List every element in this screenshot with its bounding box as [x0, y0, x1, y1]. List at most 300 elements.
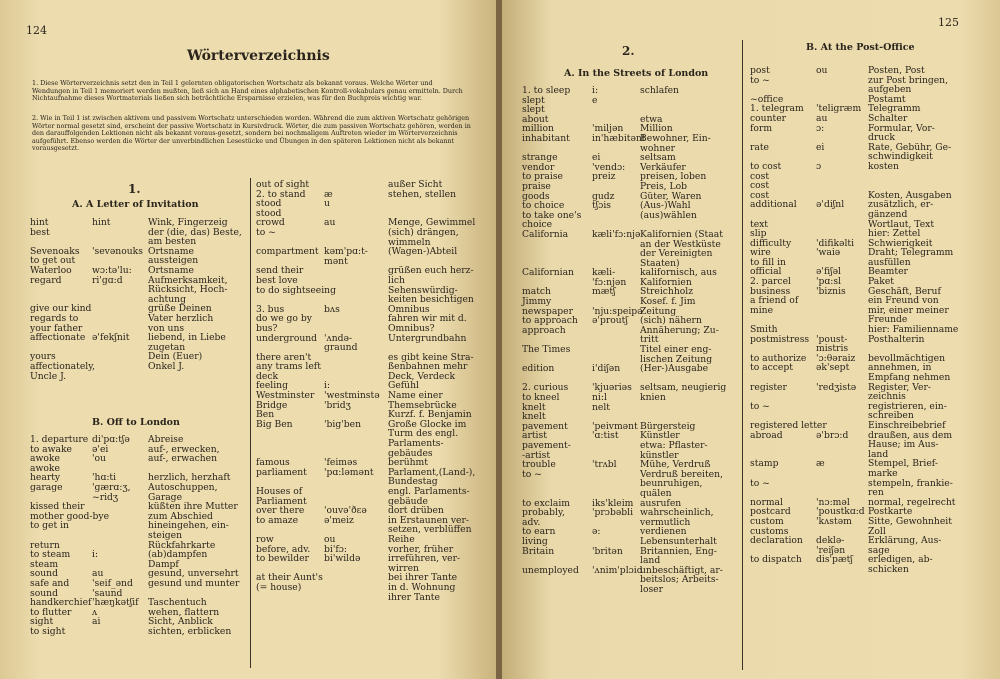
vocab-word: 1. departure: [30, 434, 89, 445]
vocab-word: form: [750, 122, 773, 134]
vocab-meaning: wehen, flattern: [148, 606, 220, 618]
vocab-pronunciation: ni:l: [592, 392, 607, 403]
vocab-row: [522, 422, 744, 432]
vocab-word: edition: [522, 363, 555, 375]
vocab-meaning: schlafen: [640, 85, 679, 96]
vocab-meaning: Posten, Post: [868, 65, 925, 76]
vocab-meaning: (sich) drängen,: [388, 226, 459, 238]
vocab-meaning: achtung: [148, 293, 186, 305]
vocab-word: to take one's: [522, 209, 582, 221]
vocab-meaning: mir, einer meiner: [868, 304, 949, 316]
vocab-pronunciation: 'biznis: [816, 285, 846, 297]
vocab-meaning: draußen, aus dem: [868, 429, 953, 441]
vocab-row: [30, 228, 248, 238]
vocab-word: 2. to stand: [256, 188, 306, 200]
vocab-pronunciation: ʌ: [92, 606, 98, 618]
vocab-pronunciation: ə'fiʃəl: [816, 266, 841, 278]
vocab-word: return: [30, 539, 60, 551]
vocab-word: 1. telegram: [750, 103, 804, 115]
vocab-word: choice: [522, 219, 553, 231]
vocab-meaning: in d. Wohnung: [388, 581, 456, 593]
vocab-word: parliament: [256, 466, 307, 478]
vocab-word: declaration: [750, 535, 803, 547]
vocab-row: [522, 393, 744, 403]
vocab-pronunciation: 'hæŋkətʃif: [92, 597, 139, 609]
vocab-meaning: gebäudes: [388, 447, 433, 459]
vocab-pronunciation: ɔ:: [816, 122, 825, 134]
vocab-pronunciation: 'miljən: [592, 123, 624, 135]
vocab-pronunciation: tʃɔis: [592, 200, 611, 212]
vocab-meaning: Güter, Waren: [640, 190, 702, 202]
vocab-word: your father: [30, 322, 83, 334]
vocab-meaning: seltsam: [640, 152, 676, 164]
vocab-meaning: Empfang nehmen: [868, 372, 951, 383]
vocab-meaning: druck: [868, 132, 895, 144]
vocab-meaning: Erklärung, Aus-: [868, 535, 942, 547]
vocab-row: [256, 372, 492, 382]
vocab-word: hearty: [30, 472, 61, 484]
vocab-meaning: Reihe: [388, 533, 415, 545]
vocab-word: newspaper: [522, 305, 574, 317]
vocab-pronunciation: ə'diʃnl: [816, 199, 845, 211]
column-divider: [742, 40, 743, 670]
vocab-word: Parliament: [256, 495, 307, 507]
vocab-word: famous: [256, 457, 290, 469]
vocab-pronunciation: 'pɑ:ləmənt: [324, 466, 374, 478]
vocab-meaning: Kalifornien (Staat: [640, 228, 723, 240]
vocab-word: normal: [750, 496, 783, 508]
vocab-meaning: annehmen, in: [868, 362, 932, 374]
vocab-meaning: registrieren, ein-: [868, 400, 947, 412]
vocab-meaning: zur Post bringen,: [868, 74, 949, 86]
vocab-meaning: gesund, unversehrt: [148, 568, 239, 580]
vocab-meaning: Zoll: [868, 525, 886, 537]
vocab-meaning: Titel einer eng-: [640, 344, 712, 356]
vocab-meaning: ein Freund von: [868, 295, 939, 307]
vocab-row: [30, 521, 248, 531]
vocab-pronunciation: 'kjuəriəs: [592, 382, 632, 394]
vocab-meaning: Kalifornien: [640, 276, 692, 288]
vocab-word: adv.: [522, 516, 541, 528]
vocab-word: slip: [750, 228, 767, 240]
vocab-meaning: etwa: Pflaster-: [640, 439, 708, 451]
vocab-word: artist: [522, 430, 547, 442]
vocab-meaning: Staaten): [640, 257, 680, 269]
vocab-word: compartment: [256, 246, 319, 258]
vocab-word: Ben: [256, 409, 275, 421]
vocab-pronunciation: 'bridʒ: [324, 399, 351, 411]
vocab-word: stood: [256, 198, 282, 210]
vocab-row: [522, 547, 744, 557]
vocab-meaning: grüße Deinen: [148, 303, 212, 315]
vocab-word: do we go by: [256, 313, 312, 325]
vocab-pronunciation: ə'ei: [92, 443, 109, 455]
vocab-list-a: [30, 218, 248, 381]
vocab-word: rate: [750, 141, 769, 153]
vocab-word: goods: [522, 190, 550, 202]
vocab-meaning: berühmt: [388, 457, 428, 469]
vocab-meaning: Autoschuppen,: [148, 481, 218, 493]
vocab-meaning: gänzend: [868, 208, 908, 220]
vocab-word: (= house): [256, 581, 302, 593]
vocab-pronunciation: graund: [324, 342, 358, 354]
vocab-meaning: schwindigkeit: [868, 151, 933, 163]
vocab-pronunciation: kəm'pɑ:t-: [324, 246, 368, 258]
vocab-word: postcard: [750, 506, 791, 518]
vocab-meaning: Stempel, Brief-: [868, 458, 938, 470]
vocab-meaning: Formular, Vor-: [868, 122, 935, 134]
vocab-list-c: [256, 180, 492, 602]
vocab-row: [522, 479, 744, 489]
vocab-pronunciation: 'waiə: [816, 247, 841, 259]
vocab-word: to kneel: [522, 392, 560, 403]
vocab-meaning: an der Westküste: [640, 238, 721, 250]
vocab-meaning: Omnibus?: [388, 322, 435, 334]
vocab-meaning: Schwierigkeit: [868, 237, 933, 249]
vocab-meaning: Streichholz: [640, 286, 694, 298]
vocab-word: difficulty: [750, 237, 792, 249]
vocab-word: vendor: [522, 161, 555, 173]
vocab-meaning: ren: [868, 487, 884, 499]
vocab-row: [30, 285, 248, 295]
vocab-word: to sight: [30, 625, 66, 637]
vocab-row: [522, 470, 744, 480]
vocab-meaning: unbeschäftigt, ar-: [640, 564, 723, 576]
vocab-meaning: Sicht, Anblick: [148, 616, 213, 628]
vocab-meaning: Verdruß bereiten,: [640, 468, 723, 480]
vocab-meaning: Vater herzlich: [148, 312, 214, 324]
vocab-meaning: zugetan: [148, 341, 186, 353]
vocab-meaning: ihrer Tante: [388, 591, 440, 603]
vocab-word: sight: [30, 616, 54, 628]
vocab-meaning: gesund und munter: [148, 577, 240, 589]
vocab-meaning: land: [640, 555, 661, 567]
note-1: 1. Diese Wörterverzeichnis setzt den in Teil 1 gelernten obligatorischen Wortschatz als bekannt voraus. Welche Wörter und Wendungen in Teil 1 memoriert werden mußten, ließ sich an Hand eines alphabetischen Kontroll-vokabulars genau ermitteln. Durch Nichtaufnahme dieses Wortmaterials ließen sich beträchtliche Ersparnisse erzielen, was für den Buchpreis wichtig war.: [32, 79, 463, 103]
vocab-pronunciation: 'sevənouks: [92, 245, 143, 257]
vocab-meaning: zeichnis: [868, 391, 906, 403]
vocab-pronunciation: 'fɔ:njən: [592, 276, 627, 288]
lesson-number-2: 2.: [622, 44, 635, 58]
vocab-row: [522, 86, 744, 96]
vocab-row: [256, 449, 492, 459]
vocab-meaning: Wortlaut, Text: [868, 218, 935, 230]
vocab-word: abroad: [750, 429, 783, 441]
vocab-word: row: [256, 533, 274, 545]
vocab-meaning: hier: Familienname: [868, 324, 959, 336]
vocab-meaning: Taschentuch: [148, 597, 207, 609]
vocab-meaning: Paket: [868, 276, 894, 288]
vocab-meaning: lich: [388, 274, 405, 286]
vocab-row: [522, 249, 744, 259]
vocab-meaning: Dein (Euer): [148, 351, 203, 363]
vocab-meaning: Sehenswürdig-: [388, 284, 458, 296]
vocab-word: yours: [30, 351, 56, 363]
vocab-word: to ~: [750, 74, 770, 86]
vocab-word: cost: [750, 189, 770, 201]
right-page: [502, 0, 1000, 679]
vocab-meaning: Bundestag: [388, 476, 438, 488]
vocab-meaning: (aus)wählen: [640, 209, 697, 221]
vocab-pronunciation: ri'gɑ:d: [92, 274, 123, 286]
vocab-pronunciation: 'prɔbəbli: [592, 507, 634, 519]
vocab-word: Big Ben: [256, 418, 293, 430]
vocab-meaning: Untergrundbahn: [388, 332, 467, 344]
page-number-right: 125: [938, 16, 959, 29]
vocab-pronunciation: 'trʌbl: [592, 459, 617, 471]
vocab-meaning: preisen, loben: [640, 171, 707, 183]
vocab-row: [522, 268, 744, 278]
vocab-meaning: Schalter: [868, 112, 908, 124]
vocab-word: bus?: [256, 322, 278, 334]
vocab-pronunciation: di'pɑ:tʃə: [92, 434, 130, 445]
vocab-meaning: Hause; im Aus-: [868, 439, 939, 451]
vocab-meaning: schreiben: [868, 410, 914, 422]
vocab-meaning: herzlich, herzhaft: [148, 472, 231, 484]
section-heading-a: A. In the Streets of London: [564, 68, 709, 79]
vocab-meaning: keiten besichtigen: [388, 294, 474, 306]
vocab-word: pavement: [522, 420, 568, 432]
vocab-meaning: Einschreibebrief: [868, 419, 946, 431]
vocab-row: [522, 326, 744, 336]
vocab-pronunciation: dis'pætʃ: [816, 554, 853, 566]
vocab-meaning: Million: [640, 123, 673, 135]
note-2: 2. Wie in Teil 1 ist zwischen aktivem und passivem Wortschatz unterschieden worden. Während die zum aktiven Wortschatz gehörigen Wörter normal gesetzt sind, erscheint der passive Wortschatz in Kursivdruck. Wörter, die zum passiven Wortschatz gehören, werden in den darauffolgenden Lektionen nicht als bekannt voraus-gesetzt, sondern bei nochmaligem Auftreten wieder im Wörterverzeichnis aufgeführt. Ebenso werden die Wörter der unverbindlichen Lesestücke und Übungen in den späteren Lektionen nicht als bekannt vorausgesetzt.: [32, 114, 471, 153]
vocab-word: to get out: [30, 255, 76, 267]
vocab-pronunciation: wɔ:tə'lu:: [92, 264, 132, 276]
vocab-meaning: Turm des engl.: [388, 428, 459, 440]
vocab-pronunciation: 'redʒistə: [816, 381, 857, 393]
vocab-meaning: wimmeln: [388, 236, 431, 248]
vocab-pronunciation: 'westminstə: [324, 390, 380, 402]
vocab-row: [522, 585, 744, 595]
vocab-meaning: dort drüben: [388, 505, 444, 517]
vocab-word: million: [522, 123, 554, 135]
vocab-word: 1. to sleep: [522, 85, 571, 96]
vocab-meaning: marke: [868, 467, 898, 479]
vocab-row: [30, 627, 248, 637]
vocab-meaning: Register, Ver-: [868, 381, 931, 393]
vocab-word: cost: [750, 170, 770, 182]
vocab-meaning: Garage: [148, 491, 183, 503]
vocab-word: Uncle J.: [30, 370, 66, 382]
vocab-meaning: Ortsname: [148, 245, 194, 257]
vocab-row: [522, 134, 744, 144]
vocab-word: kissed their: [30, 501, 85, 513]
vocab-meaning: Kosef. f. Jim: [640, 296, 696, 308]
vocab-pronunciation: 'teligræm: [816, 103, 862, 115]
vocab-row: [30, 343, 248, 353]
vocab-word: sound: [30, 568, 58, 580]
vocab-meaning: verdienen: [640, 526, 687, 538]
vocab-word: Californian: [522, 267, 574, 279]
vocab-meaning: hier: Zettel: [868, 228, 921, 240]
vocab-list-b: [750, 66, 996, 574]
vocab-word: safe and: [30, 577, 70, 589]
vocab-row: [522, 172, 744, 182]
vocab-meaning: der (die, das) Beste,: [148, 226, 242, 238]
vocab-meaning: beunruhigen,: [640, 478, 703, 490]
vocab-meaning: hineingehen, ein-: [148, 520, 229, 532]
vocab-meaning: Gefühl: [388, 380, 419, 392]
vocab-pronunciation: 'difikəlti: [816, 237, 855, 249]
vocab-meaning: quälen: [640, 487, 672, 499]
vocab-meaning: Telegramm: [868, 103, 921, 115]
vocab-pronunciation: kæli'fɔ:njə: [592, 228, 641, 240]
vocab-row: [522, 211, 744, 221]
vocab-row: [256, 190, 492, 200]
vocab-word: The Times: [522, 344, 571, 356]
vocab-list-b: [30, 435, 248, 636]
vocab-word: probably,: [522, 507, 565, 519]
vocab-pronunciation: ou: [816, 65, 828, 76]
vocab-meaning: wirren: [388, 562, 419, 574]
vocab-word: wire: [750, 247, 771, 259]
section-heading-a: A. A Letter of Invitation: [72, 199, 199, 210]
vocab-word: trouble: [522, 459, 556, 471]
vocab-row: [256, 554, 492, 564]
vocab-word: ~office: [750, 93, 784, 105]
vocab-meaning: Annäherung; Zu-: [640, 324, 719, 336]
vocab-word: to amaze: [256, 514, 299, 526]
vocab-meaning: beitslos; Arbeits-: [640, 574, 719, 586]
vocab-meaning: von uns: [148, 322, 185, 334]
vocab-word: before, adv.: [256, 543, 311, 555]
vocab-meaning: bevollmächtigen: [868, 352, 946, 364]
vocab-meaning: Verkäufer: [640, 161, 686, 173]
vocab-meaning: etwa: [640, 113, 663, 125]
vocab-word: unemployed: [522, 564, 579, 576]
vocab-pronunciation: hint: [92, 217, 111, 228]
vocab-meaning: vorher, früher: [388, 543, 454, 555]
vocab-pronunciation: deklə-: [816, 535, 845, 547]
vocab-list-a: [522, 86, 744, 594]
vocab-pronunciation: 'nju:speipə: [592, 305, 643, 317]
vocab-word: deck: [256, 370, 279, 382]
vocab-word: give our kind: [30, 303, 92, 315]
vocab-meaning: land: [868, 448, 889, 460]
vocab-meaning: Deck, Verdeck: [388, 370, 456, 382]
vocab-word: to do sightseeing: [256, 284, 336, 296]
vocab-row: [522, 518, 744, 528]
vocab-word: California: [522, 228, 569, 240]
vocab-pronunciation: æ: [324, 188, 333, 200]
vocab-word: Bridge: [256, 399, 288, 411]
vocab-pronunciation: 'ɑ:tist: [592, 430, 619, 442]
vocab-row: [750, 335, 996, 345]
vocab-meaning: aussteigen: [148, 255, 199, 267]
vocab-pronunciation: au: [324, 217, 336, 229]
vocab-pronunciation: bi'fɔ:: [324, 543, 347, 555]
vocab-word: knelt: [522, 401, 546, 413]
vocab-pronunciation: 'hɑ:ti: [92, 472, 117, 484]
vocab-word: registered letter: [750, 419, 827, 431]
vocab-pronunciation: ai: [92, 616, 101, 628]
vocab-word: any trams left: [256, 361, 321, 373]
vocab-word: to choice: [522, 200, 565, 212]
vocab-word: feeling: [256, 380, 288, 392]
vocab-row: [750, 162, 996, 172]
vocab-pronunciation: i'diʃən: [592, 363, 621, 375]
vocab-meaning: Freunde: [868, 314, 908, 326]
vocab-row: [256, 525, 492, 535]
vocab-pronunciation: gudz: [592, 190, 615, 202]
vocab-word: customs: [750, 525, 789, 537]
vocab-pronunciation: 'ʌnim'plɔid: [592, 564, 643, 576]
vocab-pronunciation: in'hæbitənt: [592, 132, 646, 144]
vocab-meaning: sage: [868, 544, 890, 556]
vocab-word: 3. bus: [256, 303, 285, 315]
vocab-row: [522, 575, 744, 585]
vocab-meaning: (sich) nähern: [640, 315, 702, 327]
vocab-meaning: wohner: [640, 142, 676, 154]
vocab-pronunciation: 'reiʃən: [816, 544, 846, 556]
vocab-word: steam: [30, 558, 59, 570]
vocab-pronunciation: mistris: [816, 343, 849, 355]
vocab-pronunciation: ə:: [592, 526, 601, 538]
vocab-meaning: Rückfahrkarte: [148, 539, 216, 551]
vocab-word: to authorize: [750, 352, 807, 364]
vocab-word: knelt: [522, 411, 546, 423]
vocab-meaning: knien: [640, 392, 666, 403]
vocab-word: Waterloo: [30, 264, 72, 276]
vocab-meaning: sichten, erblicken: [148, 625, 232, 637]
vocab-meaning: auf-, erwecken,: [148, 443, 220, 455]
vocab-meaning: Britannien, Eng-: [640, 545, 717, 557]
vocab-row: [256, 334, 492, 344]
vocab-word: stood: [256, 207, 282, 219]
vocab-meaning: lischen Zeitung: [640, 353, 713, 365]
vocab-meaning: tritt: [640, 334, 659, 346]
vocab-word: to praise: [522, 171, 563, 183]
vocab-meaning: Wink, Fingerzeig: [148, 217, 228, 228]
vocab-meaning: Posthalterin: [868, 333, 925, 345]
vocab-word: Houses of: [256, 486, 303, 497]
vocab-word: pavement-: [522, 439, 571, 451]
vocab-meaning: vermutlich: [640, 516, 691, 528]
vocab-row: [522, 403, 744, 413]
vocab-meaning: Parlament,(Land-),: [388, 466, 476, 478]
vocab-meaning: auf-, erwachen: [148, 453, 218, 465]
vocab-meaning: bei ihrer Tante: [388, 572, 458, 584]
vocab-row: [522, 182, 744, 192]
vocab-meaning: Themsebrücke: [388, 399, 457, 411]
vocab-word: best: [30, 226, 50, 238]
vocab-word: garage: [30, 481, 63, 493]
vocab-word: strange: [522, 152, 558, 164]
vocab-word: best love: [256, 274, 298, 286]
vocab-pronunciation: 'ouvə'ðɛə: [324, 505, 367, 517]
vocab-word: send their: [256, 265, 304, 277]
vocab-word: register: [750, 381, 787, 393]
vocab-word: additional: [750, 199, 797, 211]
vocab-pronunciation: ou: [324, 533, 336, 545]
vocab-word: postmistress: [750, 333, 810, 345]
vocab-row: [256, 439, 492, 449]
vocab-meaning: außer Sicht: [388, 179, 443, 190]
vocab-pronunciation: mætʃ: [592, 286, 616, 298]
vocab-meaning: Parlaments-: [388, 438, 444, 450]
vocab-word: handkerchief: [30, 597, 92, 609]
vocab-word: post: [750, 65, 770, 76]
vocab-pronunciation: 'seif_ənd: [92, 577, 133, 589]
vocab-pronunciation: u: [324, 198, 330, 210]
vocab-meaning: Beamter: [868, 266, 908, 278]
lesson-number-1: 1.: [128, 182, 141, 196]
vocab-meaning: (Her-)Ausgabe: [640, 363, 709, 375]
vocab-row: [522, 96, 744, 106]
vocab-pronunciation: i:: [92, 549, 99, 561]
left-page: [0, 0, 498, 679]
